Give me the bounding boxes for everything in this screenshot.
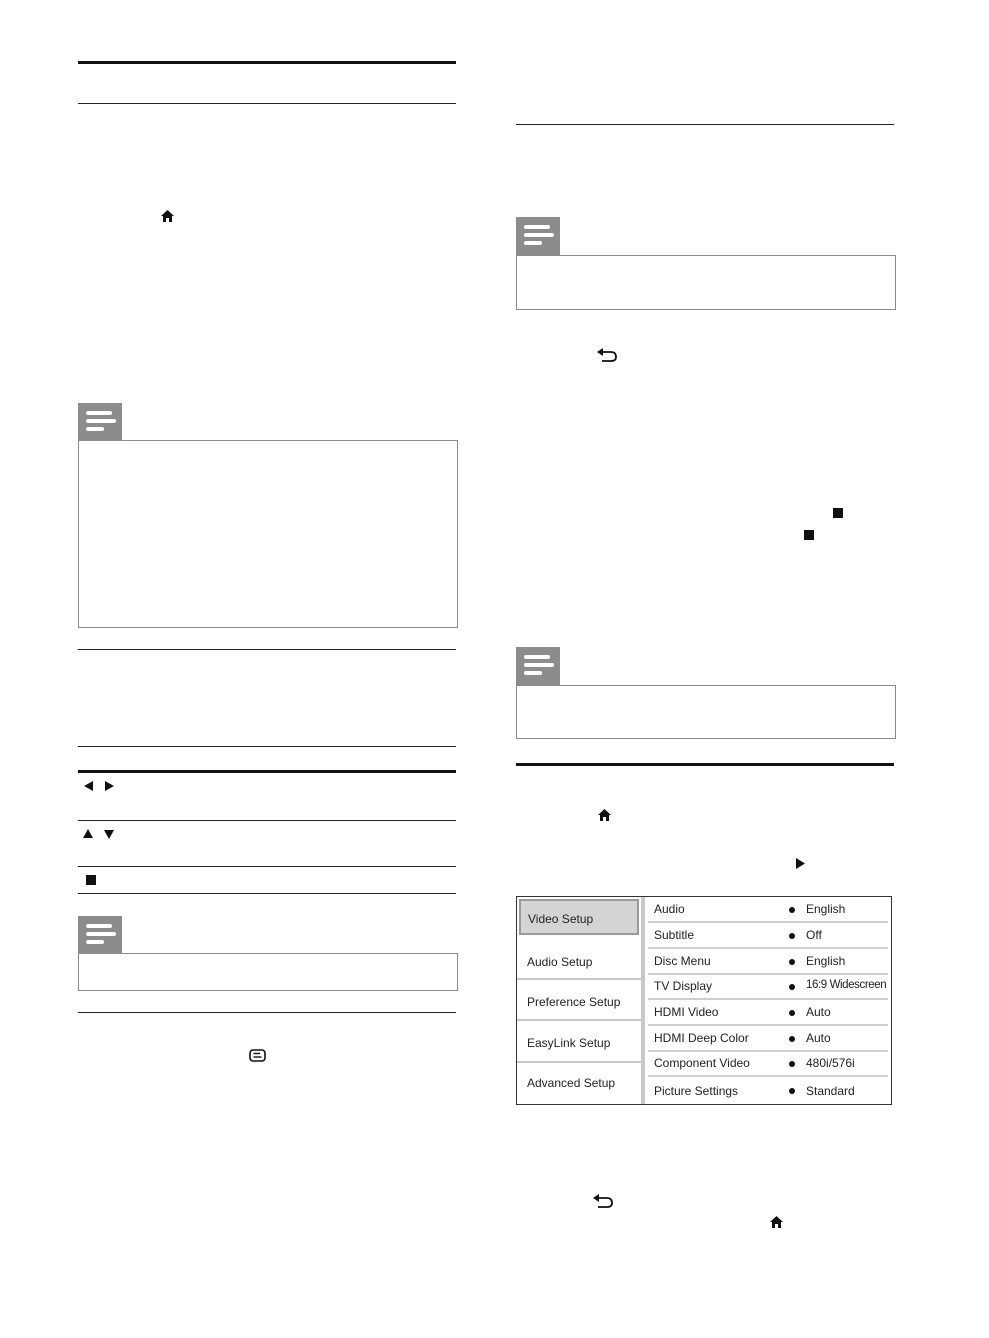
back-arrow-icon — [592, 1193, 614, 1209]
section-rule — [78, 1012, 456, 1013]
bullet-icon — [789, 1061, 795, 1067]
note-box — [516, 685, 896, 739]
section-rule — [516, 124, 894, 125]
option-value: 480i/576i — [806, 1056, 855, 1070]
stop-square-icon — [86, 875, 96, 885]
option-row-audio[interactable] — [648, 897, 888, 923]
bullet-icon — [789, 907, 795, 913]
home-icon — [597, 808, 612, 822]
up-down-arrows-icon — [82, 828, 116, 840]
category-easylink-setup[interactable]: EasyLink Setup — [517, 1023, 641, 1063]
subtitle-icon — [249, 1049, 266, 1062]
stop-square-icon — [804, 530, 814, 540]
table-row-rule — [78, 866, 456, 867]
option-label: Picture Settings — [654, 1084, 739, 1098]
option-row-hdmi-video[interactable] — [648, 1000, 888, 1026]
section-rule-top-left — [78, 61, 456, 64]
home-icon — [160, 209, 175, 223]
stop-square-icon — [833, 508, 843, 518]
option-row-tv-display[interactable] — [648, 974, 888, 1000]
home-icon — [769, 1215, 784, 1229]
table-row-rule — [78, 893, 456, 894]
option-value: 16:9 Widescreen — [806, 979, 887, 991]
bullet-icon — [789, 1036, 795, 1042]
play-triangle-icon — [795, 857, 806, 870]
section-rule — [78, 649, 456, 650]
note-icon — [516, 647, 560, 685]
bullet-icon — [789, 959, 795, 965]
table-top-rule — [78, 770, 456, 773]
category-audio-setup[interactable]: Audio Setup — [517, 940, 641, 980]
option-row-picture-settings[interactable] — [648, 1077, 888, 1103]
option-label: TV Display — [654, 979, 713, 993]
option-label: HDMI Deep Color — [654, 1031, 749, 1045]
table-row-rule — [78, 820, 456, 821]
category-preference-setup[interactable]: Preference Setup — [517, 982, 641, 1021]
option-label: Component Video — [654, 1056, 750, 1070]
settings-menu — [516, 896, 892, 1105]
section-rule-top-right — [516, 763, 894, 766]
settings-category-list — [517, 897, 645, 1104]
option-value: Auto — [806, 1031, 831, 1045]
note-icon — [78, 403, 122, 441]
option-label: Subtitle — [654, 928, 695, 942]
option-value: English — [806, 954, 846, 968]
category-video-setup[interactable]: Video Setup — [519, 899, 639, 935]
left-right-arrows-icon — [83, 780, 115, 792]
note-icon — [516, 217, 560, 255]
note-box — [78, 953, 458, 991]
option-row-hdmi-deep-color[interactable] — [648, 1026, 888, 1052]
option-value: Standard — [806, 1084, 855, 1098]
option-label: Audio — [654, 902, 685, 916]
option-label: Disc Menu — [654, 954, 711, 968]
category-advanced-setup[interactable]: Advanced Setup — [527, 1076, 616, 1090]
note-box — [78, 440, 458, 628]
option-value: Auto — [806, 1005, 831, 1019]
section-rule — [78, 746, 456, 747]
option-row-subtitle[interactable] — [648, 923, 888, 949]
option-row-disc-menu[interactable] — [648, 949, 888, 975]
bullet-icon — [789, 1010, 795, 1016]
bullet-icon — [789, 933, 795, 939]
section-rule — [78, 103, 456, 104]
option-value: English — [806, 902, 846, 916]
settings-options-list — [648, 897, 888, 1104]
bullet-icon — [789, 984, 795, 990]
note-icon — [78, 916, 122, 954]
option-value: Off — [806, 928, 822, 942]
note-box — [516, 255, 896, 310]
option-label: HDMI Video — [654, 1005, 719, 1019]
back-arrow-icon — [596, 347, 618, 363]
option-row-component-video[interactable] — [648, 1051, 888, 1077]
bullet-icon — [789, 1088, 795, 1094]
